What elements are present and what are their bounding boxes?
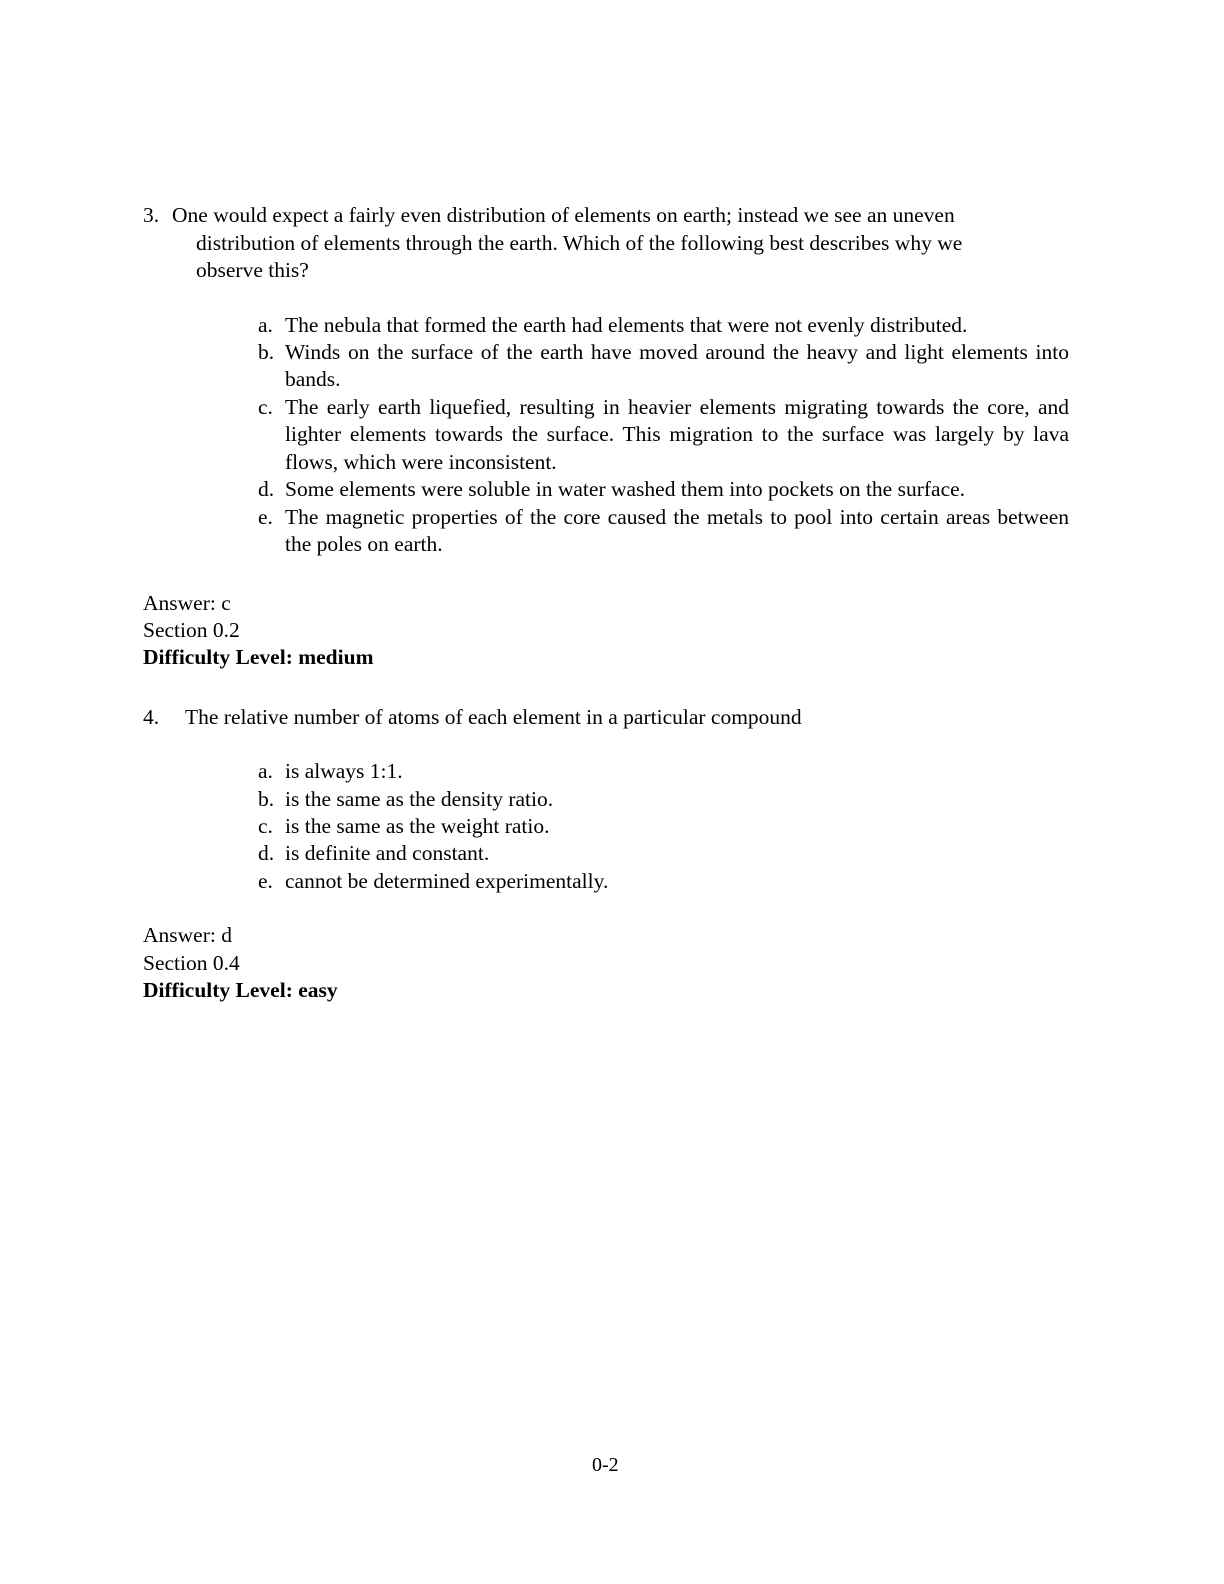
option-letter: c. [258, 395, 273, 419]
section-line: Section 0.2 [143, 618, 240, 642]
question-stem-line-3: observe this? [196, 258, 309, 282]
section-line: Section 0.4 [143, 951, 240, 975]
option-text: The nebula that formed the earth had elements that were not evenly distributed. [285, 313, 968, 337]
option-text: The magnetic properties of the core caused the metals to pool into certain areas between the poles on earth. [285, 505, 1069, 557]
option-letter: a. [258, 313, 273, 337]
option-letter: e. [258, 869, 273, 893]
option-text: is definite and constant. [285, 841, 490, 865]
question-stem-line-1: One would expect a fairly even distribution of elements on earth; instead we see an uneven [172, 203, 955, 227]
option-text: Some elements were soluble in water washed them into pockets on the surface. [285, 477, 966, 501]
option-text: is always 1:1. [285, 759, 403, 783]
page-number: 0-2 [592, 1454, 619, 1476]
answer-line: Answer: c [143, 591, 231, 615]
question-number: 4. [143, 705, 160, 729]
question-stem-line-2: distribution of elements through the earth. Which of the following best describes why we [196, 231, 963, 255]
option-text: is the same as the weight ratio. [285, 814, 550, 838]
difficulty-line: Difficulty Level: medium [143, 645, 374, 669]
difficulty-line: Difficulty Level: easy [143, 978, 338, 1002]
option-letter: a. [258, 759, 273, 783]
option-letter: c. [258, 814, 273, 838]
option-letter: d. [258, 841, 275, 865]
question-number: 3. [143, 203, 160, 227]
option-letter: d. [258, 477, 275, 501]
option-letter: b. [258, 787, 275, 811]
option-text: Winds on the surface of the earth have moved around the heavy and light elements into bands. [285, 340, 1069, 392]
question-stem: The relative number of atoms of each element in a particular compound [185, 705, 802, 729]
option-text: The early earth liquefied, resulting in heavier elements migrating towards the core, and lighter elements towards the surface. This migration to the surface was largely by lava flows, which were inconsistent. [285, 395, 1069, 474]
answer-line: Answer: d [143, 923, 232, 947]
option-letter: e. [258, 505, 273, 529]
option-text: is the same as the density ratio. [285, 787, 554, 811]
option-text: cannot be determined experimentally. [285, 869, 609, 893]
option-letter: b. [258, 340, 275, 364]
